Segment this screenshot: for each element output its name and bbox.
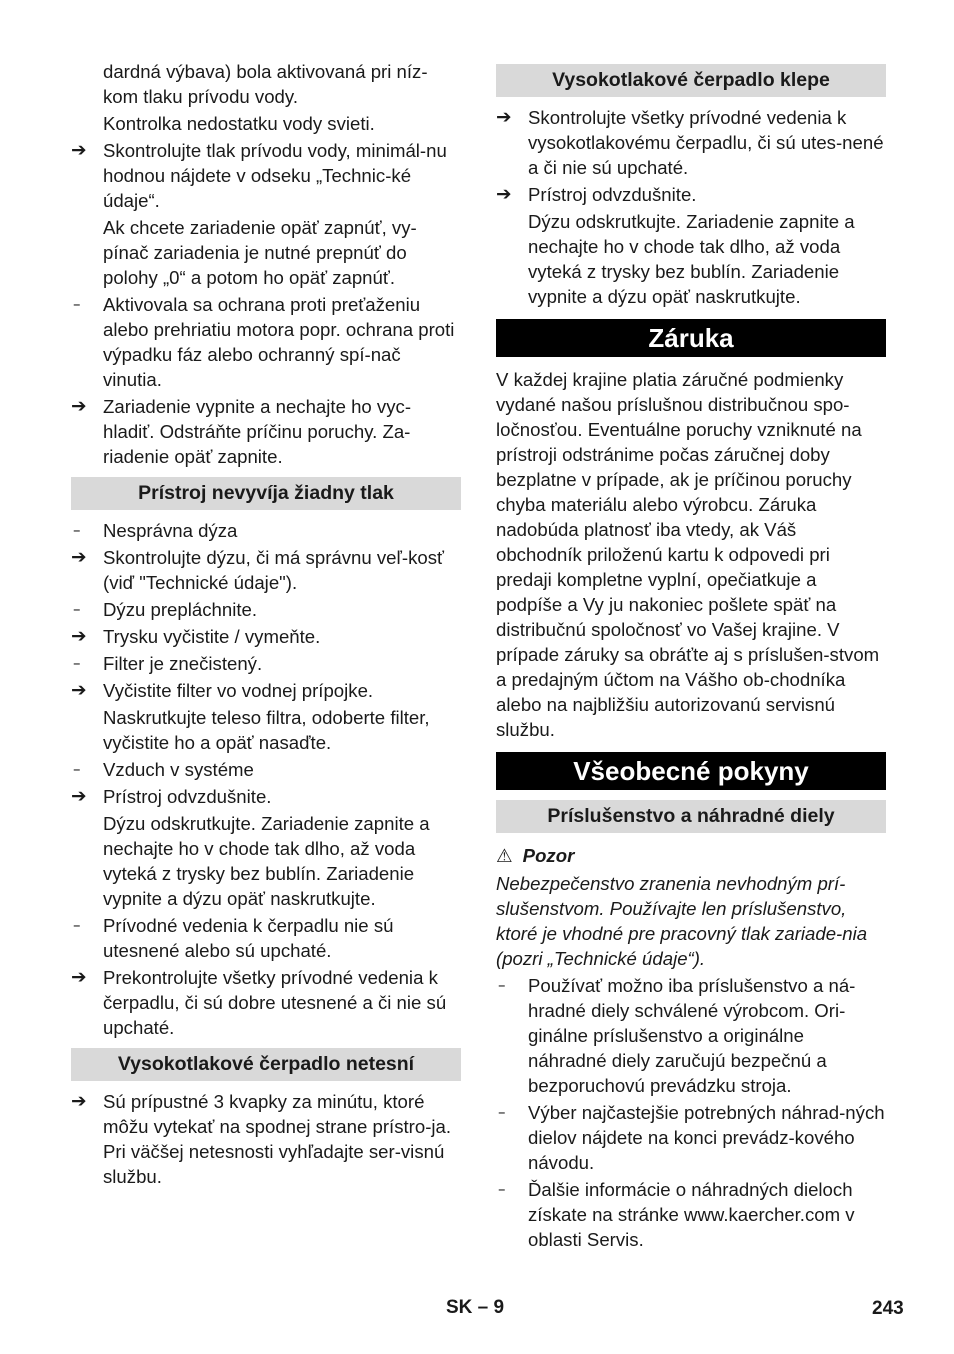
arrow-right-icon: ➔ — [71, 680, 87, 701]
dash-bullet-icon: – — [73, 654, 81, 672]
dash-bullet-icon: – — [73, 295, 81, 313]
arrow-right-icon: ➔ — [71, 967, 87, 988]
arrow-item: ➔ Skontrolujte dýzu, či má správnu veľ-kosť (viď "Technické údaje"). — [71, 547, 445, 593]
arrow-item: ➔ Trysku vyčistite / vymeňte. — [71, 626, 321, 647]
left-column — [71, 59, 461, 1189]
section-heading: Príslušenstvo a náhradné diely — [496, 800, 886, 833]
paragraph: Naskrutkujte teleso filtra, odoberte filter, vyčistite ho a opäť nasaďte. — [103, 707, 430, 753]
arrow-right-icon: ➔ — [71, 547, 87, 568]
paragraph: Dýzu odskrutkujte. Zariadenie zapnite a nechajte ho v chode tak dlho, až voda vyteká z trysky bez bublín. Zariadenie vypnite a dýzu opäť naskrutkujte. — [528, 211, 855, 307]
dash-bullet-icon: – — [498, 1103, 506, 1121]
arrow-item: ➔ Prístroj odvzdušnite. — [71, 786, 272, 807]
warning-text: Nebezpečenstvo zranenia nevhodným prí-slušenstvom. Používajte len príslušenstvo, ktoré je vhodné pre pracovný tlak zariade-nia (pozri „Technické údaje“). — [496, 873, 868, 969]
paragraph: Dýzu odskrutkujte. Zariadenie zapnite a nechajte ho v chode tak dlho, až voda vyteká z trysky bez bublín. Zariadenie vypnite a dýzu opäť naskrutkujte. — [103, 813, 430, 909]
section-heading: Vysokotlakové čerpadlo klepe — [496, 64, 886, 97]
dash-item: – Vzduch v systéme — [73, 759, 254, 780]
dash-item: – Ďalšie informácie o náhradných dieloch získate na stránke www.kaercher.com v oblasti Servis. — [498, 1179, 855, 1250]
arrow-item: ➔ Prekontrolujte všetky prívodné vedenia k čerpadlu, či sú dobre utesnené a či nie sú upchaté. — [71, 967, 447, 1038]
arrow-item: ➔ Prístroj odvzdušnite. — [496, 184, 697, 205]
paragraph: V každej krajine platia záručné podmienky vydané našou príslušnou distribučnou spo-ločnosťou. Eventuálne poruchy vzniknuté na prístroji odstránime počas záručnej doby bezplatne v prípade, ak je príčinou poruchy chyba materiálu alebo výrobcu. Záruka nadobúda platnosť iba vtedy, ak Váš obchodník priloženú kartu k odpovedi pri predaji kompletne vyplní, opečiatkuje a podpíše a Vy ju nakoniec pošlete späť na distribučnú spoločnosť vo Vašej krajine. V prípade záruky sa obráťte aj s príslušen-stvom a predajným účtom na Vášho ob-chodníka alebo na najbližšiu autorizovanú servisnú službu. — [496, 369, 880, 740]
paragraph: Kontrolka nedostatku vody svieti. — [103, 113, 375, 134]
right-column — [496, 64, 886, 1252]
paragraph: Ak chcete zariadenie opäť zapnúť, vy-pínač zariadenia je nutné prepnúť do polohy „0“ a potom ho opäť zapnúť. — [103, 217, 417, 288]
section-heading: Vysokotlakové čerpadlo netesní — [71, 1048, 461, 1081]
arrow-right-icon: ➔ — [71, 626, 87, 647]
dash-item: – Dýzu prepláchnite. — [73, 599, 257, 620]
paragraph: dardná výbava) bola aktivovaná pri níz-kom tlaku prívodu vody. — [103, 61, 428, 107]
dash-bullet-icon: – — [498, 976, 506, 994]
chapter-heading: Záruka — [496, 319, 886, 357]
dash-item: – Výber najčastejšie potrebných náhrad-ných dielov nájdete na konci prevádz-kového návodu. — [498, 1102, 885, 1173]
page-number: 243 — [872, 1298, 904, 1319]
dash-item: – Prívodné vedenia k čerpadlu nie sú utesnené alebo sú upchaté. — [73, 915, 394, 961]
dash-bullet-icon: – — [73, 600, 81, 618]
arrow-item: ➔ Skontrolujte tlak prívodu vody, minimál-nu hodnou nájdete v odseku „Technic-ké údaje“. — [71, 140, 447, 211]
dash-item: – Používať možno iba príslušenstvo a ná-hradné diely schválené výrobcom. Ori-ginálne príslušenstvo a originálne náhradné diely zaručujú bezpečnú a bezporuchovú prevádzku stroja. — [498, 975, 856, 1096]
dash-bullet-icon: – — [498, 1180, 506, 1198]
section-heading: Prístroj nevyvíja žiadny tlak — [71, 477, 461, 510]
arrow-right-icon: ➔ — [496, 184, 512, 205]
chapter-heading: Všeobecné pokyny — [496, 752, 886, 790]
dash-item: – Aktivovala sa ochrana proti preťaženiu alebo prehriatiu motora popr. ochrana proti výpadku fáz alebo ochranný spí-nač vinutia. — [73, 294, 455, 390]
arrow-item: ➔ Vyčistite filter vo vodnej prípojke. — [71, 680, 374, 701]
dash-bullet-icon: – — [73, 760, 81, 778]
dash-item: – Filter je znečistený. — [73, 653, 263, 674]
arrow-item: ➔ Sú prípustné 3 kvapky za minútu, ktoré môžu vytekať na spodnej strane prístro-ja. Pri väčšej netesnosti vyhľadajte ser-visnú službu. — [71, 1091, 452, 1187]
warning-triangle-icon: ⚠ — [496, 846, 513, 867]
dash-bullet-icon: – — [73, 521, 81, 539]
arrow-item: ➔ Skontrolujte všetky prívodné vedenia k vysokotlakovému čerpadlu, či sú utes-nené a či nie sú upchaté. — [496, 107, 884, 178]
dash-item: – Nesprávna dýza — [73, 520, 238, 541]
arrow-right-icon: ➔ — [71, 1091, 87, 1112]
arrow-right-icon: ➔ — [496, 107, 512, 128]
arrow-right-icon: ➔ — [71, 140, 87, 161]
footer-section-label: SK – 9 — [446, 1297, 505, 1318]
warning-title: ⚠ Pozor — [496, 845, 575, 867]
arrow-item: ➔ Zariadenie vypnite a nechajte ho vyc-hladiť. Odstráňte príčinu poruchy. Za-riadenie opäť zapnite. — [71, 396, 412, 467]
dash-bullet-icon: – — [73, 916, 81, 934]
arrow-right-icon: ➔ — [71, 786, 87, 807]
arrow-right-icon: ➔ — [71, 396, 87, 417]
